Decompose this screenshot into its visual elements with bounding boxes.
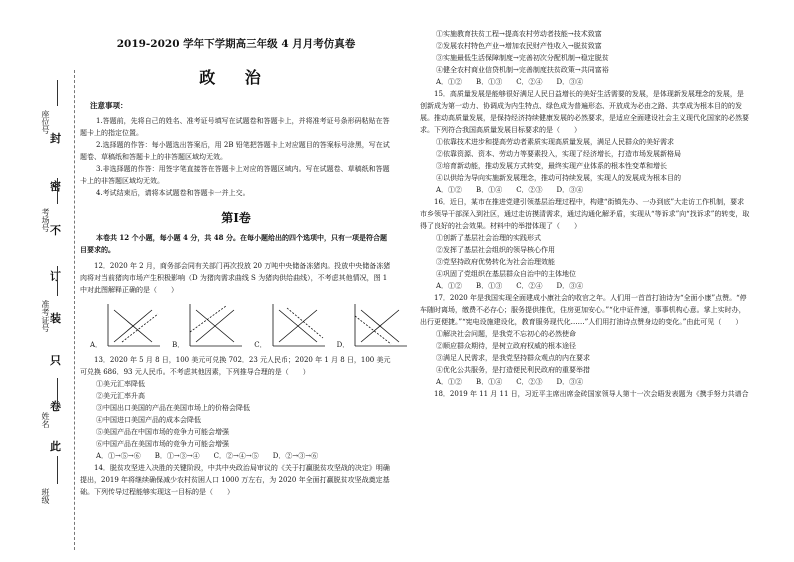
question-16-answers: A．①② B．①③ C．②④ D．③④	[436, 282, 584, 290]
binding-sidebar	[0, 0, 78, 562]
subject-title: 政 治	[199, 68, 273, 87]
right-column	[420, 28, 750, 400]
seal-char: 不	[50, 224, 61, 237]
exam-title: 2019-2020 学年下学期高三年级 4 月月考仿真卷	[116, 38, 356, 50]
class-line	[57, 456, 58, 484]
question-16-option: ③党坚持政府优势转化为社会治理效能	[436, 258, 555, 266]
question-16-option: ①创新了基层社会治理的实践形式	[436, 234, 541, 242]
admission-number-label: 准考证号	[41, 300, 50, 332]
supply-demand-graph	[351, 302, 409, 350]
chart-option-b	[172, 302, 244, 350]
question-14-stem: 14．脱贫攻坚进入决胜的关键阶段，中共中央政治局审议的《关于打赢脱贫攻坚战的决定》明确提出，2019 年将继续确保减少农村贫困人口 1000 万左右，为 2020 年全面打赢脱贫攻坚战奠定基础。下列传导过程能够实现这一目标的是（ ）	[80, 464, 390, 496]
question-15-option: ③培育新动能，推动发展方式转变，最终实现产业体系的根本性变革和增长	[436, 162, 667, 170]
question-13-option: ④中国进口美国产品的成本会降低	[96, 416, 201, 424]
question-13-option: ②美元汇率升高	[96, 392, 145, 400]
left-column	[80, 36, 392, 498]
chart-option-d	[337, 302, 410, 350]
supply-demand-graph	[269, 302, 327, 350]
seal-char: 此	[50, 440, 61, 453]
question-15-option: ①依靠技术进步和提高劳动者素质实现高质量发展，满足人民群众的美好需求	[436, 138, 674, 146]
supply-demand-graph	[104, 302, 162, 350]
seal-char: 订	[50, 270, 61, 283]
question-14-option: ①实施教育扶贫工程→提高农村劳动者技能→技术致富	[436, 30, 602, 38]
question-15-stem: 15．高质量发展是能够很好满足人民日益增长的美好生活需要的发展，是体现新发展理念的发展，是创新成为第一动力、协调成为内生特点、绿色成为普遍形态、开放成为必由之路、共享成为根本目的的发展。推动高质量发展，是保持经济持续健康发展的必然要求，是适应全面建设社会主义现代化国家的必然要求。下列符合我国高质量发展目标要求的是（ ）	[420, 90, 749, 134]
question-17-option: ①解决社会问题，是我党不忘初心的必然使命	[436, 330, 576, 338]
part-intro: 本卷共 12 个小题，每小题 4 分，共 48 分。在每小题给出的四个选项中，只有一项是符合题目要求的。	[80, 233, 387, 254]
question-15-option: ④以供给为导向实施新发展理念，推动可持续发展，实现人的发展成为根本目的	[436, 174, 681, 182]
seal-char: 封	[50, 132, 61, 145]
question-17-stem: 17．2020 年是我国实现全面建成小康社会的收官之年。人们用一首首打油诗为“全面小康”点赞。“停车随时离场，缴费不必存心；服务提供推优，住房更加安心。”“化中证件速，事事机构心意。掌上实时办，出行更便捷。”“宪电设施建设化，教育服务现代化……”人们用打油诗点赞身边的变化。”由此可见（ ）	[420, 294, 747, 326]
notice-item: 2.选择题的作答：每小题选出答案后，用 2B 铅笔把答题卡上对应题目的答案标号涂黑，写在试题卷、草稿纸和答题卡上的非答题区域均无效。	[80, 141, 390, 161]
question-13-option: ①美元汇率降低	[96, 380, 145, 388]
question-14-option: ②发展农村特色产业→增加农民财产性收入→脱贫致富	[436, 42, 602, 50]
admission-number-line	[57, 266, 58, 296]
notice-section	[80, 100, 392, 199]
question-17-answers: A．①② B．①④ C．②③ D．③④	[436, 378, 584, 386]
class-label: 班级	[41, 488, 50, 504]
question-13-stem: 13．2020 年 5 月 8 日，100 美元可兑换 702．23 元人民币；2020 年 1 月 8 日，100 美元可兑换 686．93 元人民币。不考虑其他因素，下列推导合理的是（ ）	[80, 356, 391, 376]
exam-room-label: 考场号	[41, 208, 50, 232]
supply-demand-graph	[186, 302, 244, 350]
question-16-option: ④巩固了党组织在基层群众自治中的主体地位	[436, 270, 576, 278]
seat-number-line	[57, 80, 58, 106]
question-17-option: ③满足人民需求，是我党坚持群众观点的内在要求	[436, 354, 590, 362]
question-14-answers: A．①② B．①③ C．②④ D．③④	[436, 78, 584, 86]
chart-letter: A．	[90, 341, 103, 349]
seal-char: 卷	[50, 400, 61, 413]
part-heading: 第Ⅰ卷	[221, 211, 251, 225]
question-13-option: ③中国出口美国的产品在美国市场上的价格会降低	[96, 404, 250, 412]
name-line	[57, 378, 58, 408]
question-13-option: ⑤美国产品在中国市场的竞争力可能会增强	[96, 428, 229, 436]
question-15-option: ②依靠资源、资本、劳动力等要素投入，实现了经济增长，打造市场发展新格局	[436, 150, 681, 158]
question-12-stem: 12．2020 年 2 月，商务部会同有关部门再次投放 20 万吨中央储备冻猪肉。投放中央储备冻猪肉将对当前猪肉市场产生积极影响（D 为猪肉需求曲线 S 为猪肉供给曲线），不考虑其他情况，图 1 中对此图解释正确的是（ ）	[80, 262, 391, 294]
seat-number-label: 座位号	[41, 110, 50, 134]
question-12-charts	[90, 302, 392, 350]
question-14-option: ③实施最低生活保障制度→完善初次分配机制→稳定脱贫	[436, 54, 609, 62]
chart-option-a	[90, 302, 162, 350]
name-label: 姓名	[41, 412, 50, 428]
question-13-answers: A．①→⑤→⑥ B．①→③→④ C．②→④→⑤ D．②→③→⑥	[96, 452, 319, 460]
chart-letter: B．	[172, 341, 185, 349]
question-16-option: ②发挥了基层社会组织的领导核心作用	[436, 246, 555, 254]
seal-char: 只	[50, 354, 61, 367]
seal-char: 装	[50, 312, 61, 325]
seal-char: 密	[50, 180, 61, 193]
question-16-stem: 16．近日，某市在推进党建引领基层治理过程中，构建“街镇先办、一办到底”大走访工作机制，要求市乡领导干部深入到社区，通过走访摸清需求，通过沟通化解矛盾，实现从“等诉求”向“找诉求”的转变，取得了良好的社会效果。材料中的举措体现了（ ）	[420, 198, 750, 230]
notice-item: 3.非选择题的作答：用签字笔直接答在答题卡上对应的答题区域内。写在试题卷、草稿纸和答题卡上的非答题区域均无效。	[80, 165, 390, 185]
chart-letter: C．	[254, 341, 267, 349]
question-15-answers: A．①② B．①④ C．②③ D．③④	[436, 186, 584, 194]
question-17-option: ②顺应群众期待，是树立政府权威的根本途径	[436, 342, 576, 350]
question-18-stem: 18．2019 年 11 月 11 日，习近平主席出席金砖国家领导人第十一次会晤发表题为《携手努力共谱合	[434, 390, 749, 398]
notice-item: 1.答题前，先将自己的姓名、准考证号填写在试题卷和答题卡上，并将准考证号条形码粘贴在答题卡上的指定位置。	[80, 117, 390, 137]
notice-item: 4.考试结束后，请将本试题卷和答题卡一并上交。	[96, 189, 250, 197]
exam-room-line	[57, 178, 58, 204]
question-17-option: ④优化公共服务，是打造便民利民政府的重要举措	[436, 366, 590, 374]
chart-letter: D．	[336, 341, 350, 349]
question-14-option: ④健全农村商业信贷机制→完善制度扶贫政策→共同富裕	[436, 66, 609, 74]
chart-option-c	[254, 302, 326, 350]
notice-heading: 注意事项：	[90, 101, 128, 110]
question-13-option: ⑥中国产品在美国市场的竞争力可能会增强	[96, 440, 229, 448]
cut-line	[74, 70, 75, 550]
